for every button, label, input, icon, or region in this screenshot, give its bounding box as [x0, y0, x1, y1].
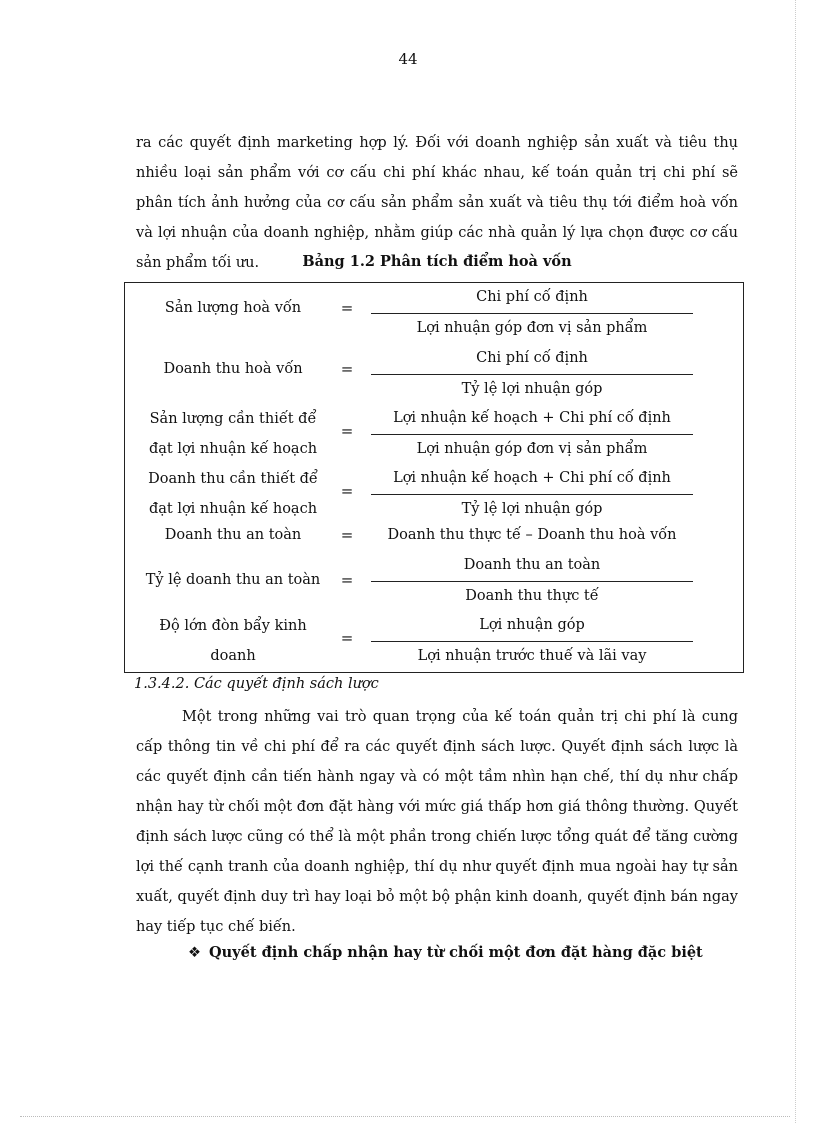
equals-sign: = — [340, 299, 354, 317]
numerator: Doanh thu an toàn — [463, 557, 601, 573]
denominator: Doanh thu thực tế — [465, 588, 599, 604]
denominator: Tỷ lệ lợi nhuận góp — [461, 501, 603, 517]
formula-label: Doanh thu an toàn — [164, 527, 302, 543]
paragraph-intro: ra các quyết định marketing hợp lý. Đối với doanh nghiệp sản xuất và tiêu thụ nhiều loại sản phẩm với cơ cấu chi phí khác nhau, kế toán quản trị chi phí sẽ phân tích ảnh hưởng của cơ cấu sản phẩm sản xuất và tiêu thụ tới điểm hoà vốn và lợi nhuận của doanh nghiệp, nhằm giúp các nhà quản lý lựa chọn được cơ cấu sản phẩm tối ưu. — [136, 135, 738, 271]
formula-label: Độ lớn đòn bẩy kinh — [159, 618, 307, 634]
fraction — [371, 344, 693, 405]
fraction — [371, 283, 693, 344]
equals-sign: = — [340, 629, 354, 647]
formula-label-line-2: đạt lợi nhuận kế hoạch — [148, 501, 318, 517]
formula-label-line-2: doanh — [210, 648, 256, 664]
formula-label: Sản lượng cần thiết để — [149, 411, 317, 427]
formula-label: Tỷ lệ doanh thu an toàn — [145, 572, 321, 588]
formula-label: Sản lượng hoà vốn — [164, 300, 302, 316]
page-border-right — [795, 0, 796, 1123]
break-even-formula-table — [124, 282, 744, 673]
fraction — [371, 551, 693, 612]
denominator: Lợi nhuận góp đơn vị sản phẩm — [416, 441, 648, 457]
formula-label: Doanh thu cần thiết để — [148, 471, 318, 487]
section-heading: 1.3.4.2. Các quyết định sách lược — [134, 676, 379, 692]
fraction — [371, 404, 693, 465]
paragraph-tactical-decisions: Một trong những vai trò quan trọng của kế toán quản trị chi phí là cung cấp thông tin về chi phí để ra các quyết định sách lược. Quyết định sách lược là các quyết định cần tiến hành ngay và có một tầm nhìn hạn chế, thí dụ như chấp nhận hay từ chối một đơn đặt hàng với mức giá thấp hơn giá thông thường. Quyết định sách lược cũng có thể là một phần trong chiến lược tổng quát để tăng cường lợi thế cạnh tranh của doanh nghiệp, thí dụ như quyết định mua ngoài hay tự sản xuất, quyết định duy trì hay loại bỏ một bộ phận kinh doanh, quyết định bán ngay hay tiếp tục chế biến. — [136, 709, 738, 935]
fraction — [371, 611, 693, 672]
equals-sign: = — [340, 526, 354, 544]
formula-label: Doanh thu hoà vốn — [163, 361, 303, 377]
numerator: Chi phí cố định — [476, 350, 588, 366]
bullet-heading — [188, 944, 703, 961]
denominator: Lợi nhuận trước thuế và lãi vay — [417, 648, 647, 664]
equals-sign: = — [340, 571, 354, 589]
formula-expression: Doanh thu thực tế – Doanh thu hoà vốn — [387, 527, 677, 543]
denominator: Tỷ lệ lợi nhuận góp — [461, 381, 603, 397]
bullet-heading-text: Quyết định chấp nhận hay từ chối một đơn đặt hàng đặc biệt — [209, 944, 703, 961]
equals-sign: = — [340, 360, 354, 378]
equals-sign: = — [340, 422, 354, 440]
table-caption: Bảng 1.2 Phân tích điểm hoà vốn — [302, 253, 572, 270]
numerator: Chi phí cố định — [476, 289, 588, 305]
numerator: Lợi nhuận kế hoạch + Chi phí cố định — [393, 410, 671, 426]
formula-label-line-2: đạt lợi nhuận kế hoạch — [148, 441, 318, 457]
page-border-bottom — [20, 1116, 790, 1117]
numerator: Lợi nhuận góp — [479, 617, 585, 633]
diamond-bullet-icon: ❖ — [188, 945, 201, 961]
equals-sign: = — [340, 482, 354, 500]
denominator: Lợi nhuận góp đơn vị sản phẩm — [416, 320, 648, 336]
numerator: Lợi nhuận kế hoạch + Chi phí cố định — [393, 470, 671, 486]
page-number: 44 — [398, 50, 418, 68]
fraction — [371, 464, 693, 525]
